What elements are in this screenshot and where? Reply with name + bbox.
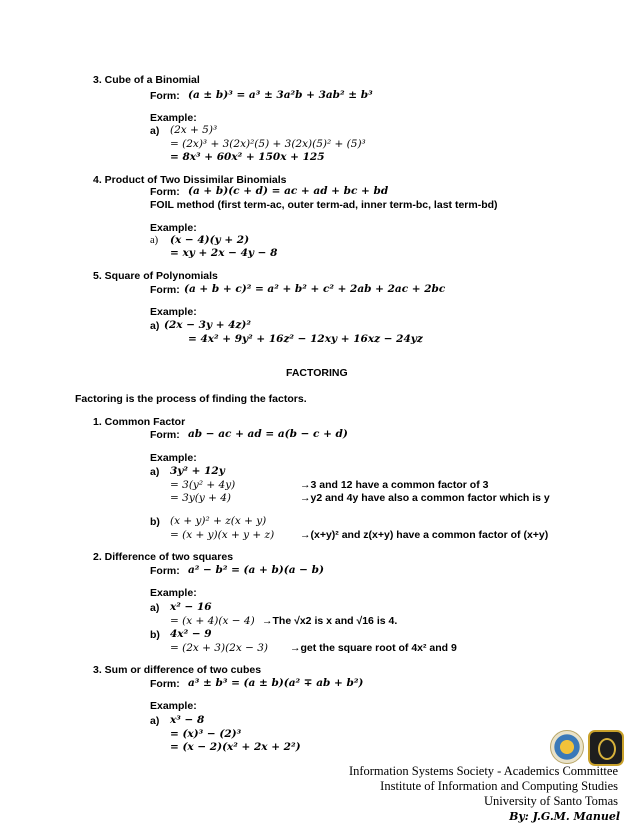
math-line: = (x − 2)(x² + 2x + 2²) — [170, 741, 301, 753]
example-label: Example: — [150, 112, 197, 124]
explanation-note: →The √x2 is x and √16 is 4. — [262, 615, 398, 627]
explanation-note: →(x+y)² and z(x+y) have a common factor of (x+y) — [300, 529, 549, 541]
formula-common-factor: ab − ac + ad = a(b − c + d) — [188, 428, 348, 440]
math-line: x² − 16 — [170, 601, 212, 613]
formula-cube-binomial: (a ± b)³ = a³ ± 3a²b + 3ab² ± b³ — [188, 89, 373, 101]
math-line: = (2x)³ + 3(2x)²(5) + 3(2x)(5)² + (5)³ — [170, 138, 366, 150]
math-line: x³ − 8 — [170, 714, 205, 726]
math-line: 3y² + 12y — [170, 465, 225, 477]
item-label-a: a) — [150, 125, 160, 137]
factoring-heading: FACTORING — [286, 367, 348, 379]
author-signature: By: J.G.M. Manuel — [509, 810, 620, 823]
item-label-b: b) — [150, 629, 160, 641]
section-title-sum-difference-cubes: 3. Sum or difference of two cubes — [93, 664, 262, 676]
explanation-note: →3 and 12 have a common factor of 3 — [300, 479, 489, 491]
example-label: Example: — [150, 452, 197, 464]
example-label: Example: — [150, 222, 197, 234]
math-line: = 4x² + 9y² + 16z² − 12xy + 16xz − 24yz — [188, 333, 423, 345]
form-label: Form: — [150, 565, 180, 577]
item-label-a: a) — [150, 602, 160, 614]
math-line: (x + y)² + z(x + y) — [170, 515, 267, 527]
example-label: Example: — [150, 700, 197, 712]
foil-method-note: FOIL method (first term-ac, outer term-ad, inner term-bc, last term-bd) — [150, 199, 498, 211]
example-label: Example: — [150, 306, 197, 318]
math-line: = 8x³ + 60x² + 150x + 125 — [170, 151, 325, 163]
math-line: (2x − 3y + 4z)² — [164, 319, 251, 331]
form-label: Form: — [150, 678, 180, 690]
item-label-a: a) — [150, 715, 160, 727]
form-label: Form: — [150, 186, 180, 198]
item-label-b: b) — [150, 516, 160, 528]
footer-line-institute: Institute of Information and Computing Studies — [380, 779, 618, 793]
item-label-a: a) — [150, 235, 159, 246]
footer-line-university: University of Santo Tomas — [484, 794, 618, 808]
section-title-difference-squares: 2. Difference of two squares — [93, 551, 234, 563]
item-label-a: a) — [150, 320, 160, 332]
math-line: = 3y(y + 4) — [170, 492, 232, 504]
form-label: Form: — [150, 429, 180, 441]
section-title-product-binomials: 4. Product of Two Dissimilar Binomials — [93, 174, 287, 186]
math-line: (x − 4)(y + 2) — [170, 234, 250, 246]
formula-square-polynomials: (a + b + c)² = a² + b² + c² + 2ab + 2ac + 2bc — [184, 283, 446, 295]
math-line: = 3(y² + 4y) — [170, 479, 236, 491]
math-line: 4x² − 9 — [170, 628, 212, 640]
example-label: Example: — [150, 587, 197, 599]
math-line: = (x + 4)(x − 4) — [170, 615, 255, 627]
form-label: Form: — [150, 90, 180, 102]
math-line: = (x + y)(x + y + z) — [170, 529, 275, 541]
explanation-note: →y2 and 4y have also a common factor which is y — [300, 492, 550, 504]
math-line: = xy + 2x − 4y − 8 — [170, 247, 278, 259]
explanation-note: →get the square root of 4x² and 9 — [290, 642, 457, 654]
university-seal-logo — [550, 730, 584, 764]
section-title-square-polynomials: 5. Square of Polynomials — [93, 270, 218, 282]
iss-logo — [588, 730, 624, 766]
form-label: Form: — [150, 284, 180, 296]
section-title-cube-binomial: 3. Cube of a Binomial — [93, 74, 200, 86]
math-line: (2x + 5)³ — [170, 124, 218, 136]
math-line: = (2x + 3)(2x − 3) — [170, 642, 269, 654]
section-title-common-factor: 1. Common Factor — [93, 416, 186, 428]
formula-product-binomials: (a + b)(c + d) = ac + ad + bc + bd — [188, 185, 389, 197]
item-label-a: a) — [150, 466, 160, 478]
logo-emblem-icon — [598, 738, 616, 760]
factoring-intro: Factoring is the process of finding the factors. — [75, 393, 307, 405]
formula-sum-difference-cubes: a³ ± b³ = (a ± b)(a² ∓ ab + b²) — [188, 677, 364, 689]
footer-line-organization: Information Systems Society - Academics Committee — [348, 764, 618, 778]
formula-difference-squares: a² − b² = (a + b)(a − b) — [188, 564, 324, 576]
math-line: = (x)³ − (2)³ — [170, 728, 242, 740]
